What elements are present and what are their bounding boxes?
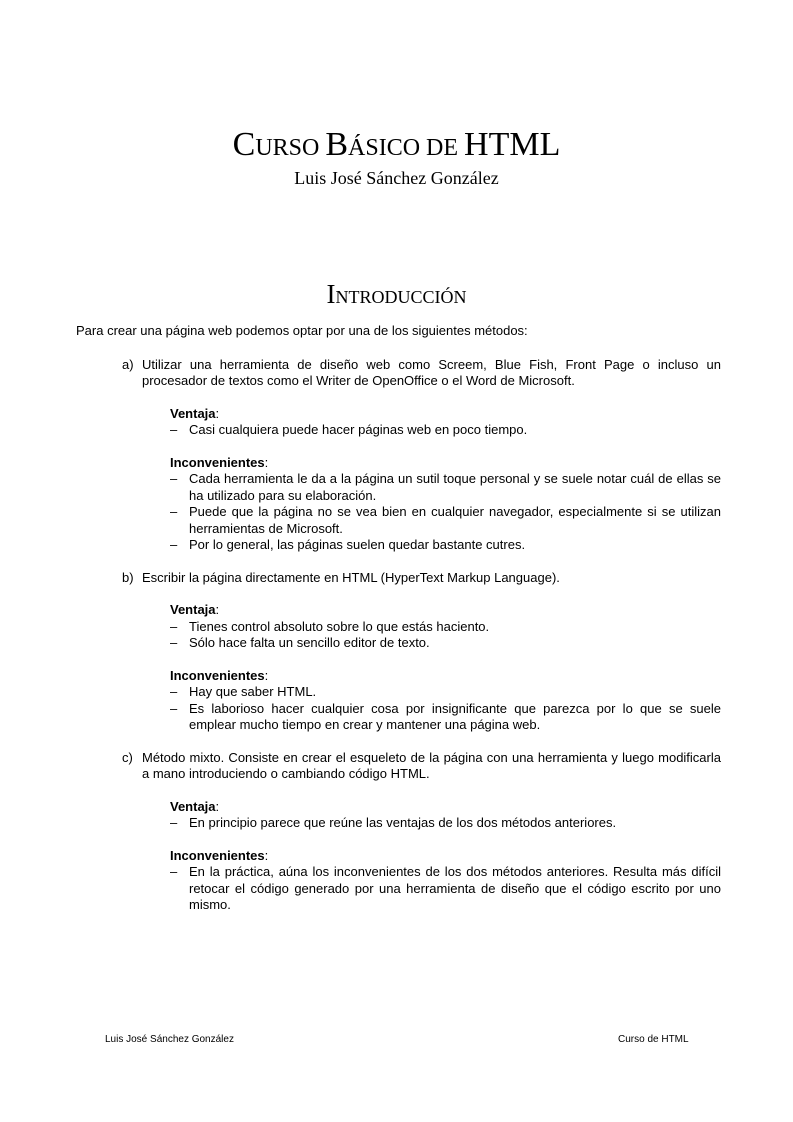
title-word-basico-de: ÁSICO DE xyxy=(348,135,465,161)
list-item: – Sólo hace falta un sencillo editor de texto. xyxy=(170,635,430,650)
title-initial-c: C xyxy=(232,126,256,163)
method-b-label: b) xyxy=(122,569,134,585)
title-word-curso: URSO xyxy=(255,135,326,161)
dash-bullet: – xyxy=(170,635,178,650)
dash-bullet: – xyxy=(170,471,178,486)
heading-rest: NTRODUCCIÓN xyxy=(335,287,467,307)
dash-bullet: – xyxy=(170,618,178,634)
method-c-advantages xyxy=(170,799,721,832)
method-a-label: a) xyxy=(122,356,134,372)
method-a-disadvantages xyxy=(170,455,721,554)
advantage-heading: Ventaja: xyxy=(170,798,220,814)
method-c xyxy=(76,750,721,914)
method-c-description xyxy=(122,750,721,783)
advantage-heading: Ventaja: xyxy=(170,405,220,421)
method-a-description xyxy=(122,357,721,390)
method-c-text: Método mixto. Consiste en crear el esqueleto de la página con una herramienta y luego modificarla a mano introduciendo o cambiando código HTML. xyxy=(142,749,721,781)
method-b-description xyxy=(122,570,721,587)
heading-initial: I xyxy=(326,279,336,309)
dash-bullet: – xyxy=(170,815,178,830)
list-item: – Casi cualquiera puede hacer páginas web en poco tiempo. xyxy=(170,422,528,437)
method-b-advantages xyxy=(170,602,721,652)
list-item: – Cada herramienta le da a la página un sutil toque personal y se suele notar cuál de ellas se ha utilizado para su elaboración. xyxy=(170,471,721,503)
dash-bullet: – xyxy=(170,864,178,879)
list-item: – Hay que saber HTML. xyxy=(170,684,317,699)
method-c-label: c) xyxy=(122,749,133,765)
dash-bullet: – xyxy=(170,700,178,716)
title-initial-b: B xyxy=(325,126,349,163)
document-body xyxy=(76,323,721,914)
method-b xyxy=(76,570,721,734)
list-item: – Por lo general, las páginas suelen quedar bastante cutres. xyxy=(170,537,526,552)
list-item: – En principio parece que reúne las ventajas de los dos métodos anteriores. xyxy=(170,815,617,830)
method-a-text: Utilizar una herramienta de diseño web como Screem, Blue Fish, Front Page o incluso un procesador de textos como el Writer de OpenOffice o el Word de Microsoft. xyxy=(142,356,721,388)
dash-bullet: – xyxy=(170,684,178,699)
title-word-html: HTML xyxy=(464,126,561,163)
disadvantage-heading: Inconvenientes: xyxy=(170,667,269,683)
method-b-disadvantages xyxy=(170,668,721,734)
disadvantage-heading: Inconvenientes: xyxy=(170,847,269,863)
disadvantage-heading: Inconvenientes: xyxy=(170,454,269,470)
method-a-advantages xyxy=(170,406,721,439)
dash-bullet: – xyxy=(170,422,178,437)
method-c-disadvantages xyxy=(170,848,721,914)
list-item: – Puede que la página no se vea bien en cualquier navegador, especialmente si se utilizan herramientas de Microsoft. xyxy=(170,504,721,536)
document-title xyxy=(0,123,793,170)
footer-title: Curso de HTML xyxy=(618,1034,689,1045)
method-b-text: Escribir la página directamente en HTML (HyperText Markup Language). xyxy=(142,569,560,585)
document-author: Luis José Sánchez González xyxy=(294,168,499,188)
section-heading xyxy=(0,278,793,313)
list-item: – Tienes control absoluto sobre lo que estás haciento. xyxy=(170,618,490,634)
footer-author: Luis José Sánchez González xyxy=(105,1034,234,1045)
list-item: – En la práctica, aúna los inconvenientes de los dos métodos anteriores. Resulta más difícil retocar el código generado por una herramienta de diseño que el código escrito por uno mismo. xyxy=(170,864,721,912)
list-item: – Es laborioso hacer cualquier cosa por insignificante que parezca por lo que se suele emplear mucho tiempo en crear y mantener una página web. xyxy=(170,700,721,732)
method-a xyxy=(76,357,721,554)
advantage-heading: Ventaja: xyxy=(170,602,220,617)
dash-bullet: – xyxy=(170,504,178,519)
intro-paragraph: Para crear una página web podemos optar por una de los siguientes métodos: xyxy=(76,323,528,338)
dash-bullet: – xyxy=(170,537,178,552)
